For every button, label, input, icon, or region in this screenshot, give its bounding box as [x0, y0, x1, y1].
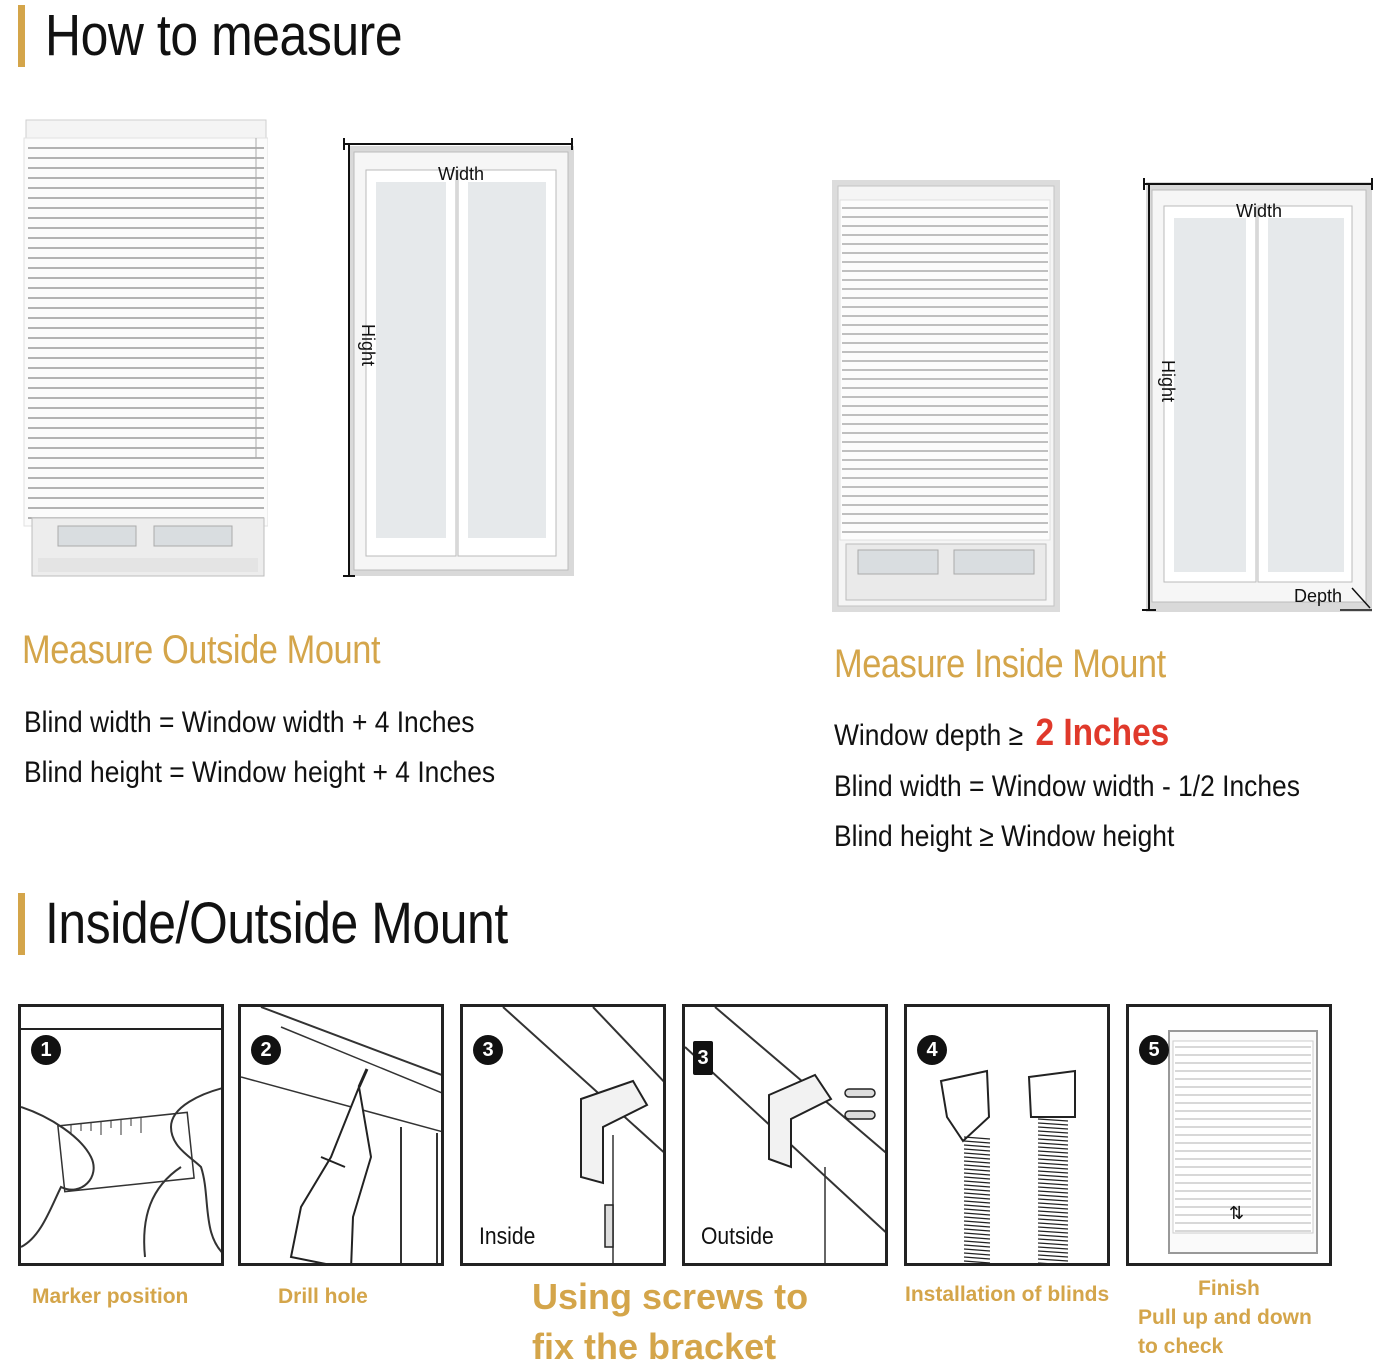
screw-icon: [845, 1111, 875, 1119]
inside-window-illustration: [1140, 176, 1376, 616]
section-accent-bar: [18, 893, 25, 955]
step-3-outside-box: [682, 1004, 888, 1266]
section-title-mount: Inside/Outside Mount: [45, 891, 508, 956]
caption-finish-1: Finish: [1198, 1277, 1260, 1300]
step-badge: 2: [251, 1035, 281, 1065]
outside-width-label: Width: [438, 164, 485, 184]
outside-mount-title: Measure Outside Mount: [22, 628, 381, 672]
step-badge: 3: [473, 1035, 503, 1065]
caption-finish-3: to check: [1138, 1335, 1224, 1358]
inside-formula-height: Blind height ≥ Window height: [834, 820, 1175, 853]
section-accent-bar: [18, 5, 25, 67]
step-1-marker-box: [18, 1004, 224, 1266]
caption-installation: Installation of blinds: [905, 1283, 1110, 1306]
step-3-inside-box: [460, 1004, 666, 1266]
step-4-install-box: [904, 1004, 1110, 1266]
section-header-measure: [18, 2, 460, 69]
caption-finish-2: Pull up and down: [1138, 1306, 1312, 1329]
inside-formula-depth: [834, 712, 1169, 755]
step-3-outside-label: Outside: [701, 1223, 774, 1250]
step-badge: 3: [693, 1041, 713, 1075]
inside-depth-label: Depth: [1294, 586, 1343, 606]
inside-width-label: Width: [1236, 201, 1283, 221]
caption-drill-hole: Drill hole: [278, 1285, 368, 1308]
section-header-mount: [18, 890, 583, 957]
inside-formula-width: Blind width = Window width - 1/2 Inches: [834, 770, 1300, 803]
step-badge: 1: [31, 1035, 61, 1065]
step-3-inside-label: Inside: [479, 1223, 536, 1250]
inside-depth-prefix: Window depth ≥: [834, 719, 1024, 752]
section-title-measure: How to measure: [45, 3, 403, 68]
caption-marker-position: Marker position: [32, 1285, 189, 1308]
arrows-updown-icon: ⇅: [1229, 1203, 1245, 1224]
outside-blind-illustration: [18, 118, 268, 580]
step-2-drill-box: [238, 1004, 444, 1266]
step-badge: 5: [1139, 1035, 1169, 1065]
screw-icon: [605, 1205, 613, 1247]
inside-depth-value: 2 Inches: [1035, 712, 1170, 754]
inside-mount-title: Measure Inside Mount: [834, 642, 1166, 686]
caption-bracket: Using screws to fix the bracket: [532, 1276, 809, 1367]
outside-formula-height: Blind height = Window height + 4 Inches: [24, 756, 496, 789]
outside-window-illustration: [340, 134, 576, 580]
inside-blind-illustration: [830, 178, 1062, 614]
screw-icon: [845, 1089, 875, 1097]
outside-formula-width: Blind width = Window width + 4 Inches: [24, 706, 475, 739]
step-5-finish-box: [1126, 1004, 1332, 1266]
step-badge: 4: [917, 1035, 947, 1065]
inside-height-label: Hight: [1158, 360, 1178, 403]
outside-height-label: Hight: [358, 324, 378, 367]
